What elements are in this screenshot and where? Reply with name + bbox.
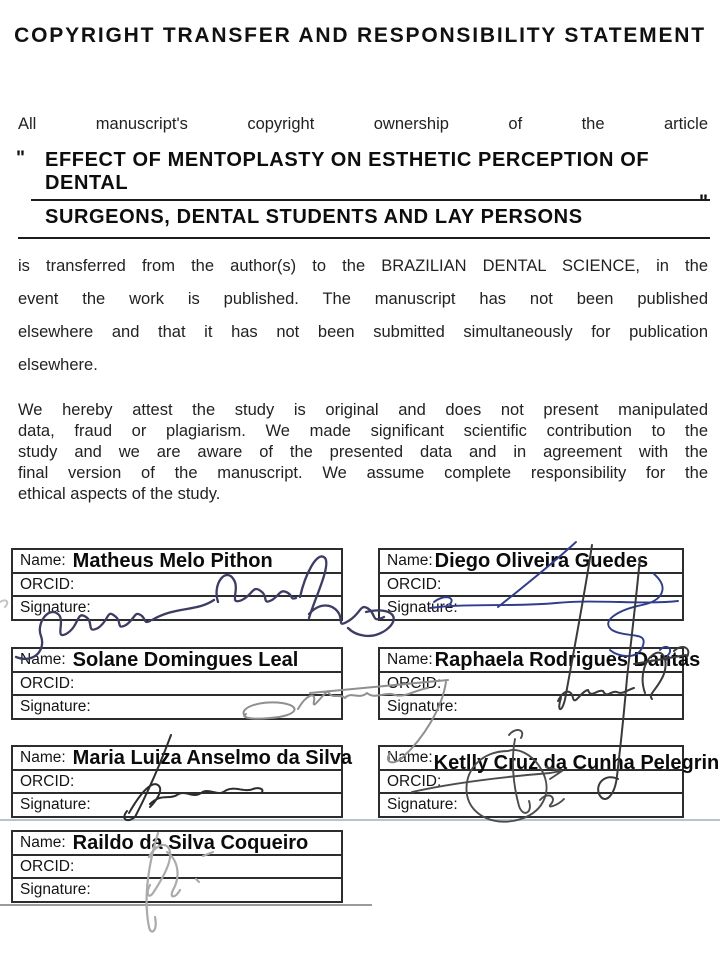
name-label: Name:	[387, 748, 433, 766]
scan-noise-mark	[0, 600, 7, 607]
name-label: Name:	[20, 748, 66, 766]
separator-line-full	[0, 819, 720, 821]
article-title-line-2: SURGEONS, DENTAL STUDENTS AND LAY PERSONS	[18, 201, 710, 239]
orcid-label: ORCID:	[20, 674, 75, 692]
signer-box-raildo-da-silva-coqueiro	[11, 830, 343, 903]
separator-line-partial	[0, 904, 372, 906]
orcid-label: ORCID:	[20, 772, 75, 790]
close-quote-mark: "	[698, 192, 708, 213]
orcid-label: ORCID:	[387, 674, 442, 692]
name-row	[380, 550, 682, 574]
signature-row	[13, 879, 341, 901]
attestation-paragraph-line: We hereby attest the study is original and does not present manipulated	[18, 401, 708, 419]
transfer-paragraph-line: is transferred from the author(s) to the BRAZILIAN DENTAL SCIENCE, in the	[18, 257, 708, 275]
signer-box-diego-oliveira-guedes	[378, 548, 684, 621]
intro-line: All manuscript's copyright ownership of the article	[18, 115, 708, 133]
signer-box-ketlly-cruz-da-cunha-pelegrin	[378, 745, 720, 818]
attestation-paragraph-line: data, fraud or plagiarism. We made significant scientific contribution to the	[18, 422, 708, 440]
orcid-label: ORCID:	[20, 575, 75, 593]
signature-label: Signature:	[20, 599, 91, 617]
orcid-label: ORCID:	[387, 575, 442, 593]
attestation-paragraph	[18, 400, 708, 505]
article-title-line-1: EFFECT OF MENTOPLASTY ON ESTHETIC PERCEPTION OF DENTAL	[31, 146, 710, 201]
signature-row	[380, 794, 682, 816]
signature-row	[380, 597, 682, 619]
orcid-label: ORCID:	[387, 772, 442, 790]
orcid-row	[13, 771, 341, 795]
name-value: Diego Oliveira Guedes	[434, 549, 649, 572]
transfer-paragraph-line: elsewhere and that it has not been submitted simultaneously for publication	[18, 323, 708, 341]
name-row	[13, 649, 341, 673]
orcid-row	[13, 574, 341, 598]
page-title: COPYRIGHT TRANSFER AND RESPONSIBILITY STATEMENT	[14, 24, 706, 47]
signature-label: Signature:	[20, 881, 91, 899]
transfer-paragraph	[18, 250, 708, 382]
article-title-block	[18, 146, 710, 239]
name-label: Name:	[387, 551, 433, 569]
name-label: Name:	[387, 650, 433, 668]
name-value: Solane Domingues Leal	[72, 648, 299, 671]
name-row	[13, 550, 341, 574]
signature-label: Signature:	[20, 796, 91, 814]
name-label: Name:	[20, 551, 66, 569]
orcid-row	[13, 856, 341, 880]
attestation-paragraph-line: ethical aspects of the study.	[18, 485, 221, 503]
signer-box-solane-domingues-leal	[11, 647, 343, 720]
signature-label: Signature:	[387, 796, 458, 814]
signature-row	[13, 597, 341, 619]
name-value: Matheus Melo Pithon	[72, 549, 273, 572]
orcid-row	[13, 673, 341, 697]
name-row	[380, 648, 701, 673]
orcid-row	[380, 771, 682, 795]
transfer-paragraph-line: event the work is published. The manuscript has not been published	[18, 290, 708, 308]
name-row	[13, 746, 353, 771]
open-quote-mark: "	[16, 148, 26, 169]
name-label: Name:	[20, 833, 66, 851]
name-value: Raphaela Rodrigues Dantas	[434, 648, 701, 671]
signer-box-maria-luiza-anselmo-da-silva	[11, 745, 353, 818]
signature-row	[13, 696, 341, 718]
orcid-row	[380, 673, 682, 697]
signer-box-matheus-melo-pithon	[11, 548, 343, 621]
orcid-label: ORCID:	[20, 857, 75, 875]
name-value: Raildo da Silva Coqueiro	[72, 831, 309, 854]
name-row	[380, 747, 720, 774]
attestation-paragraph-line: final version of the manuscript. We assume complete responsibility for the	[18, 464, 708, 482]
attestation-paragraph-line: study and we are aware of the presented data and in agreement with the	[18, 443, 708, 461]
name-row	[13, 832, 341, 856]
signature-label: Signature:	[387, 599, 458, 617]
name-value: Ketlly Cruz da Cunha Pelegrin	[433, 751, 720, 774]
signer-box-raphaela-rodrigues-dantas	[378, 647, 701, 720]
signature-row	[13, 794, 341, 816]
signature-row	[380, 696, 682, 718]
orcid-row	[380, 574, 682, 598]
signature-label: Signature:	[387, 698, 458, 716]
name-value: Maria Luiza Anselmo da Silva	[72, 746, 353, 769]
name-label: Name:	[20, 650, 66, 668]
transfer-paragraph-line: elsewhere.	[18, 356, 98, 374]
signature-label: Signature:	[20, 698, 91, 716]
